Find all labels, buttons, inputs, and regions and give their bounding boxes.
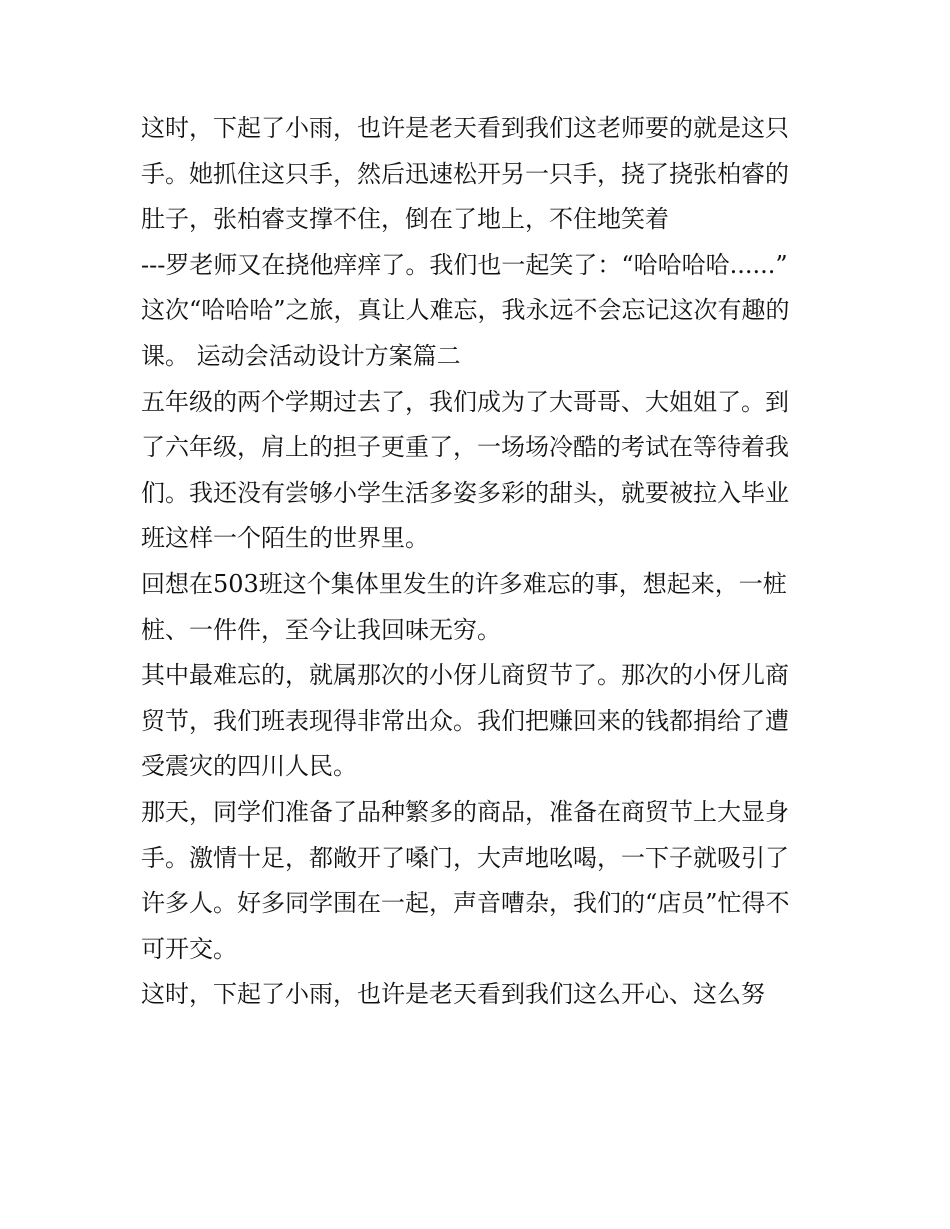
text-line: 班这样一个陌生的世界里。 <box>141 524 429 553</box>
text-line: 受震灾的四川人民。 <box>141 752 357 781</box>
text-line: 肚子，张柏睿支撑不住，倒在了地上，不住地笑着 <box>141 205 669 234</box>
text-line: 课。 运动会活动设计方案篇二 <box>141 341 461 370</box>
text-line: 们。我还没有尝够小学生活多姿多彩的甜头，就要被拉入毕业 <box>141 478 789 507</box>
text-line: 五年级的两个学期过去了，我们成为了大哥哥、大姐姐了。到 <box>141 387 789 416</box>
text-line: 了六年级，肩上的担子更重了，一场场冷酷的考试在等待着我 <box>141 433 789 462</box>
text-line: 其中最难忘的，就属那次的小伢儿商贸节了。那次的小伢儿商 <box>141 661 789 690</box>
text-line: ---罗老师又在挠他痒痒了。我们也一起笑了：“哈哈哈哈......” <box>141 250 788 279</box>
text-line: 这时，下起了小雨，也许是老天看到我们这老师要的就是这只 <box>141 114 789 142</box>
text-line: 那天，同学们准备了品种繁多的商品，准备在商贸节上大显身 <box>141 797 789 826</box>
text-line: 手。她抓住这只手，然后迅速松开另一只手，挠了挠张柏睿的 <box>141 159 789 188</box>
text-line: 桩、一件件，至今让我回味无穷。 <box>141 615 501 644</box>
text-line: 贸节，我们班表现得非常出众。我们把赚回来的钱都捐给了遭 <box>141 706 789 735</box>
text-line: 这次“哈哈哈”之旅，真让人难忘，我永远不会忘记这次有趣的 <box>141 296 790 325</box>
text-line: 许多人。好多同学围在一起，声音嘈杂，我们的“店员”忙得不 <box>141 889 790 918</box>
text-line: 这时，下起了小雨，也许是老天看到我们这么开心、这么努 <box>141 980 765 1009</box>
text-line: 可开交。 <box>141 934 237 963</box>
document-body <box>141 106 831 1018</box>
text-line: 手。激情十足，都敞开了嗓门，大声地吆喝，一下子就吸引了 <box>141 843 789 872</box>
text-line: 回想在503班这个集体里发生的许多难忘的事，想起来，一桩 <box>141 569 787 598</box>
